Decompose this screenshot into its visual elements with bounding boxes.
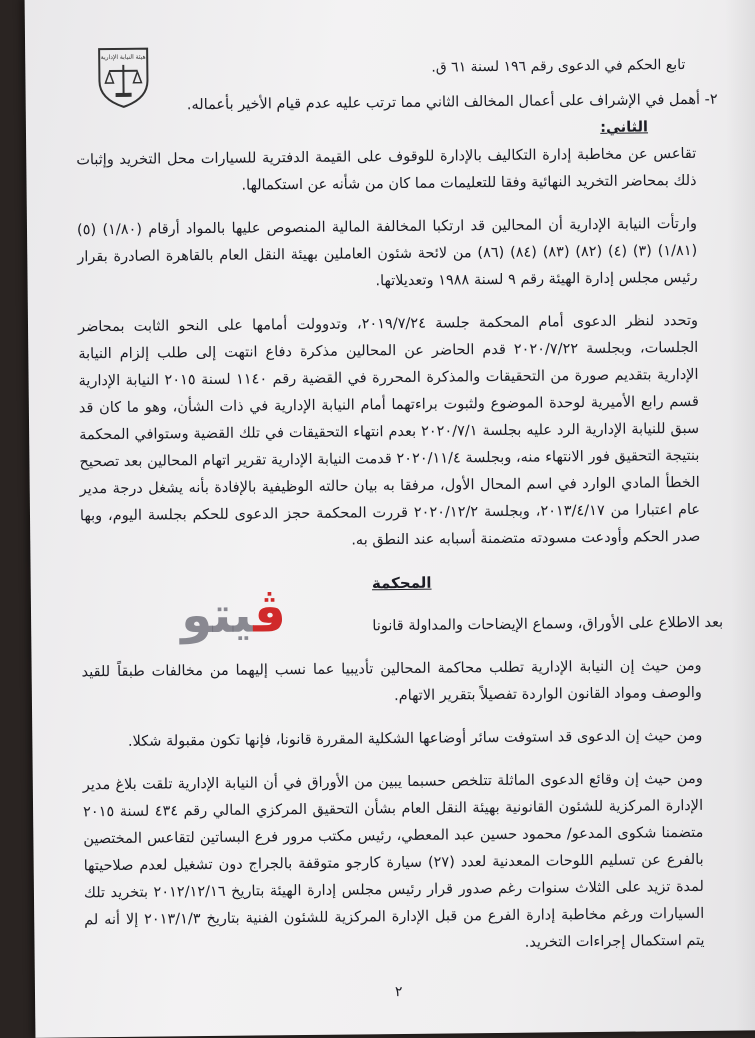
facts-paragraph: ومن حيث إن وقائع الدعوى الماثلة تتلخص حسبما يبين من الأوراق في أن النيابة الإدارية تلقت بلاغ مدير الإدارة المركزية للشئون القانونية بهيئة النقل العام بشأن التحقيق المركزي المالي رقم ٤٣٤ لسنة ٢٠١٥ متضمنا شكوى المدعو/ محمود حسين عبد المعطي، رئيس مكتب مرور فرع البساتين لتقاعس المختصين بالفرع عن تسليم اللوحات المعدنية لعدد (٢٧) سيارة كارجو متوقفة بالجراج دون تشغيل لعدم صلاحيتها لمدة تزيد على الثلاث سنوات رغم صدور قرار رئيس مجلس إدارة الهيئة بتاريخ ٢٠١٢/١٢/١٦ بتخريد تلك السيارات ورغم مخاطبة إدارة الفرع من قبل الإدارة المركزية للشئون الفنية بتاريخ ٢٠١٣/١/٣ إلا أنه لم يتم استكمال إجراءات التخريد. — [83, 766, 727, 962]
page-number: ٢ — [395, 984, 403, 1000]
since-paragraph-1: ومن حيث إن النيابة الإدارية تطلب محاكمة المحالين تأديبيا عما نسب إليهما من مخالفات طبقاً للقيد والوصف ومواد القانون الواردة تفصيلاً بتقرير الاتهام. — [82, 653, 725, 714]
item-2: ٢- أهمل في الإشراف على أعمال المخالف الثاني مما ترتب عليه عدم قيام الأخير بأعماله. — [76, 87, 718, 121]
violation-paragraph: وارتأت النيابة الإدارية أن المحالين قد ارتكبا المخالفة المالية المنصوص عليها بالمواد أرقام (١/٨٠) (٥) (١/٨١) (٣) (٤) (٨٢) (٨٣) (٨٤) (٨٦) من لائحة شئون العاملين بهيئة النقل العام بالقاهرة الصادرة بقرار رئيس مجلس إدارة الهيئة رقم ٩ لسنة ١٩٨٨ وتعديلاتها. — [77, 211, 720, 299]
watermark-text: يتو — [181, 586, 254, 645]
document-body — [76, 87, 727, 962]
since-paragraph-2: ومن حيث إن الدعوى قد استوفت سائر أوضاعها الشكلية المقررة قانونا، فإنها تكون مقبولة شكلا. — [82, 723, 724, 757]
document-page — [25, 0, 755, 1038]
hearings-paragraph: وتحدد لنظر الدعوى أمام المحكمة جلسة ٢٠١٩/٧/٢٤، وتدوولت أمامها على النحو الثابت بمحاضر الجلسات، وبجلسة ٢٠٢٠/٧/٢٢ قدم الحاضر عن المحالين مذكرة دفاع انتهت إلى طلب إلزام النيابة الإدارية بتقديم صورة من التحقيقات والمذكرة المحررة في القضية رقم ١١٤٠ لسنة ٢٠١٥ النيابة الإدارية قسم رابع الأميرية لوحدة الموضوع ولثبوت براءتهما أمام النيابة الإدارية في ذات الشأن، وهو ما كان قد سبق للنيابة الإدارية الرد عليه بجلسة ٢٠٢٠/٧/١ بعدم انتهاء التحقيقات في تلك القضية وستوافي المحكمة بنتيجة التحقيق فور الانتهاء منه، وبجلسة ٢٠٢٠/١١/٤ قدمت النيابة الإدارية تقرير اتهام المحالين بعد تصحيح الخطأ المادي الوارد في اسم المحال الأول، مرفقا به بيان حالته الوظيفية بالإفادة بأنه يشغل درجة مدير عام اعتبارا من ٢٠١٣/٤/١٧، وبجلسة ٢٠٢٠/١٢/٢ قررت المحكمة حجز الدعوى للحكم بجلسة اليوم، وبها صدر الحكم وأودعت مسودته متضمنة أسبابه عند النطق به. — [78, 308, 723, 558]
court-intro: بعد الاطلاع على الأوراق، وسماع الإيضاحات والمداولة قانونا — [81, 610, 723, 644]
site-watermark — [181, 585, 287, 644]
page-shadow — [725, 0, 755, 1031]
continuation-header: تابع الحكم في الدعوى رقم ١٩٦ لسنة ٦١ ق. — [431, 57, 685, 76]
second-heading: الثاني: — [76, 114, 718, 148]
second-text: تقاعس عن مخاطبة إدارة التكاليف بالإدارة للوقوف على القيمة الدفترية للسيارات محل التخريد وإثبات ذلك بمحاضر التخريد النهائية وفقا للتعليمات مما كان من شأنه عن استكمالها. — [76, 141, 719, 202]
logo-text: هيئة النيابة الإدارية — [101, 54, 146, 61]
court-heading: المحكمة — [81, 567, 723, 601]
watermark-letter: ڤ — [253, 585, 286, 643]
